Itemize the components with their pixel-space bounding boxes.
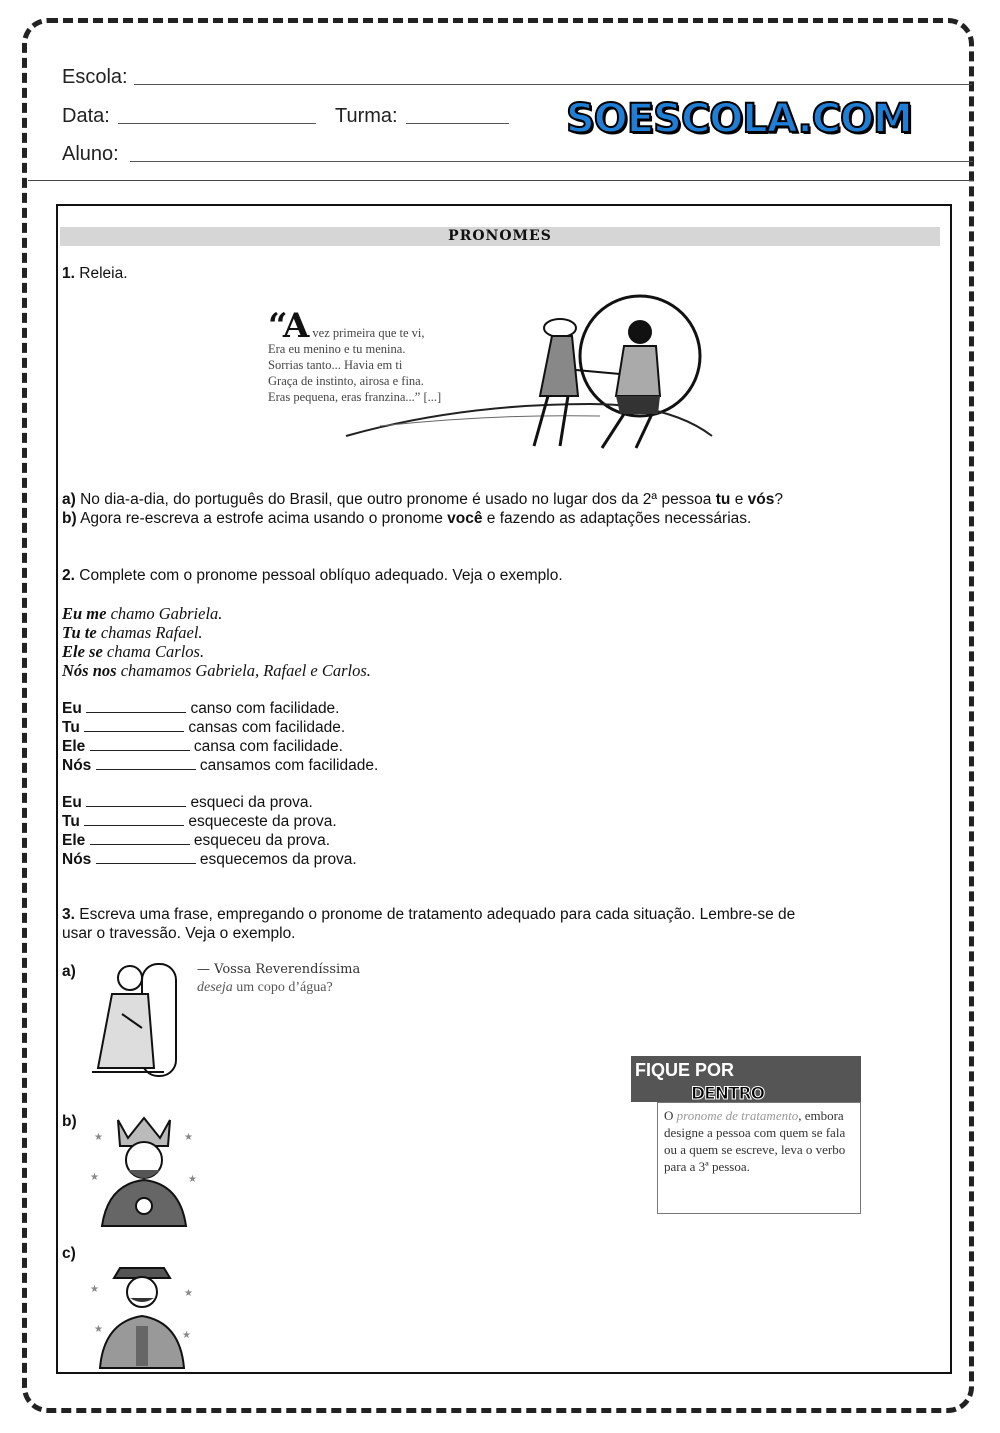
priest-illustration: [78, 958, 190, 1086]
q2-example-line: Nós nos chamamos Gabriela, Rafael e Carlos.: [62, 661, 371, 680]
data-label: Data:: [62, 105, 110, 127]
q3-heading: 3. Escreva uma frase, empregando o pronome de tratamento adequado para cada situação. Lembre-se de: [62, 906, 796, 923]
q2-example-line: Ele se chama Carlos.: [62, 642, 205, 661]
answer-blank[interactable]: [90, 830, 190, 845]
q2-exercise-line: Ele esqueceu da prova.: [62, 832, 331, 849]
fique-body: O pronome de tratamento, embora designe a pessoa com quem se fala ou a quem se escreve, leva o verbo para a 3ª pessoa.: [657, 1102, 861, 1214]
svg-text:★: ★: [94, 1132, 103, 1143]
answer-blank[interactable]: [86, 792, 186, 807]
header-separator: [28, 180, 973, 181]
q2-exercise-line: Nós cansamos com facilidade.: [62, 757, 379, 774]
q2-exercise-line: Nós esquecemos da prova.: [62, 851, 357, 868]
q2-exercise-line: Tu esqueceste da prova.: [62, 813, 337, 830]
svg-text:★: ★: [184, 1132, 193, 1143]
svg-text:★: ★: [184, 1288, 193, 1299]
data-field[interactable]: [118, 123, 316, 124]
q2-heading: 2. Complete com o pronome pessoal oblíquo adequado. Veja o exemplo.: [62, 567, 563, 584]
poem-line: Sorrias tanto... Havia em ti: [268, 358, 403, 372]
q3-label-a: a): [62, 963, 76, 980]
site-logo: SOESCOLA.COM: [566, 96, 912, 142]
answer-blank[interactable]: [90, 736, 190, 751]
fique-title1: FIQUE POR: [635, 1060, 735, 1080]
q3-label-b: b): [62, 1113, 77, 1130]
q2-exercise-line: Eu esqueci da prova.: [62, 794, 313, 811]
escola-field[interactable]: [134, 84, 972, 85]
poem-excerpt: “A vez primeira que te vi, Era eu menino e tu menina. Sorrias tanto... Havia em ti Graça de instinto, airosa e fina. Eras pequena, eras franzina...” [...]: [268, 306, 442, 404]
q1-heading: 1. Releia.: [62, 265, 128, 282]
poem-line: Graça de instinto, airosa e fina.: [268, 374, 424, 388]
q3-example-line2: deseja um copo d’água?: [197, 980, 333, 995]
answer-blank[interactable]: [86, 698, 186, 713]
svg-text:★: ★: [94, 1324, 103, 1335]
poem-line: Eras pequena, eras franzina...” [...]: [268, 390, 442, 404]
q2-example-line: Eu me chamo Gabriela.: [62, 604, 223, 623]
q2-exercise-line: Ele cansa com facilidade.: [62, 738, 343, 755]
turma-label: Turma:: [335, 105, 398, 127]
svg-text:★: ★: [188, 1174, 197, 1185]
answer-blank[interactable]: [84, 811, 184, 826]
king-illustration: [88, 1110, 200, 1228]
fique-por-dentro-box: [631, 1056, 861, 1214]
q1-item-b: b) Agora re-escreva a estrofe acima usando o pronome você e fazendo as adaptações necessárias.: [62, 510, 752, 527]
turma-field[interactable]: [406, 123, 509, 124]
escola-label: Escola:: [62, 66, 128, 88]
poem-drop-cap: “A: [268, 306, 310, 346]
aluno-field[interactable]: [130, 161, 973, 162]
q2-exercise-line: Tu cansas com facilidade.: [62, 719, 346, 736]
answer-blank[interactable]: [84, 717, 184, 732]
worksheet-title: PRONOMES: [60, 227, 940, 246]
poem-line: Era eu menino e tu menina.: [268, 342, 406, 356]
fique-title2: DENTRO: [691, 1084, 765, 1104]
svg-text:★: ★: [90, 1284, 99, 1295]
q2-exercise-line: Eu canso com facilidade.: [62, 700, 340, 717]
q1-item-a: a) No dia-a-dia, do português do Brasil, que outro pronome é usado no lugar dos da 2ª pessoa tu e vós?: [62, 491, 783, 508]
q3-label-c: c): [62, 1245, 76, 1262]
svg-text:★: ★: [90, 1172, 99, 1183]
svg-text:★: ★: [182, 1330, 191, 1341]
officer-illustration: [86, 1252, 198, 1370]
aluno-label: Aluno:: [62, 143, 119, 165]
q3-heading-cont: usar o travessão. Veja o exemplo.: [62, 925, 296, 942]
q3-example-line1: — Vossa Reverendíssima: [197, 962, 361, 977]
answer-blank[interactable]: [96, 755, 196, 770]
answer-blank[interactable]: [96, 849, 196, 864]
q2-example-line: Tu te chamas Rafael.: [62, 623, 203, 642]
couple-moon-illustration: [340, 286, 720, 472]
